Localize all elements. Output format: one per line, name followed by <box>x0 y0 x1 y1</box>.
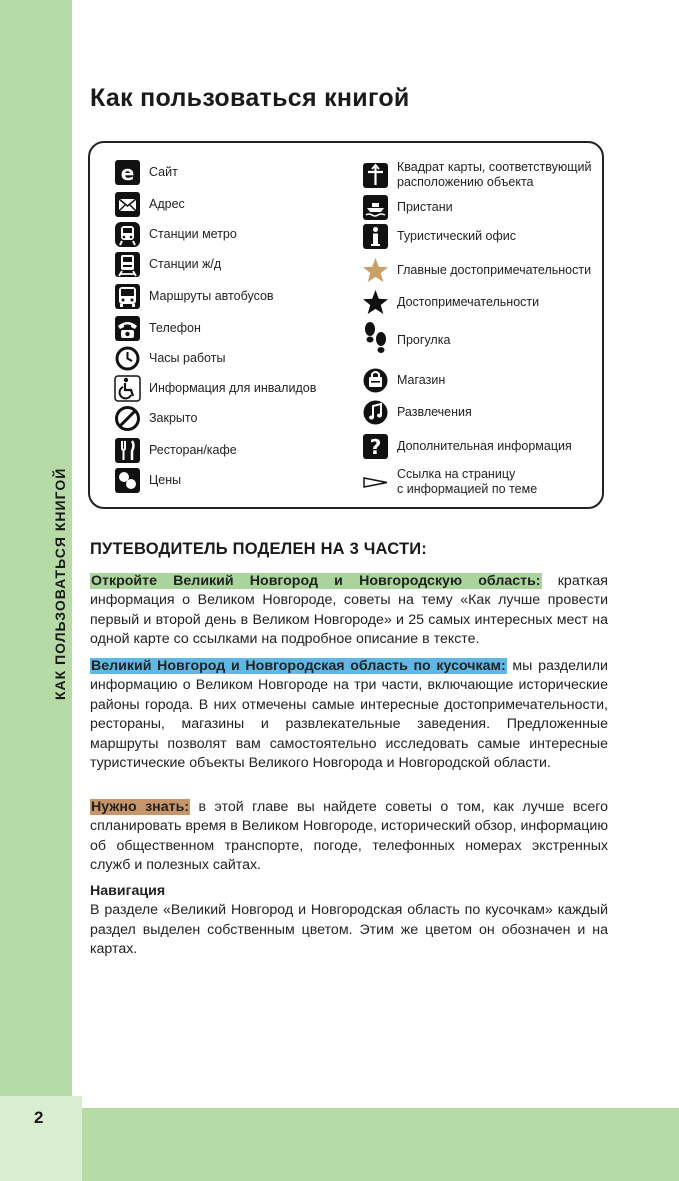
legend-item-restaurant <box>114 437 237 464</box>
legend-label: Телефон <box>149 321 201 335</box>
star-gold-icon <box>362 257 389 284</box>
legend-item-shop <box>362 367 445 394</box>
part-text-3: в этой главе вы найдете советы о том, как лучше всего спланировать время в Великом Новгороде, исторический обзор, информацию об общественном транспорте, погоде, телефонных номерах экстренных служб и полезных сайтах. <box>90 799 608 874</box>
legend-item-phone <box>114 315 201 342</box>
part-paragraph-1 <box>90 572 608 650</box>
page-number: 2 <box>34 1108 44 1127</box>
part-highlight-1: Откройте Великий Новгород и Новгородскую область: <box>91 573 541 589</box>
part-highlight-3: Нужно знать: <box>91 799 190 815</box>
navigation-title: Навигация <box>90 883 166 899</box>
legend-label-line2: с информацией по теме <box>397 482 538 496</box>
legend-label: Закрыто <box>149 411 198 425</box>
legend-item-clock <box>114 345 225 372</box>
legend-item-wheelchair <box>114 375 316 402</box>
train-icon <box>114 251 141 278</box>
legend-item-metro <box>114 221 237 248</box>
question-icon <box>362 433 389 460</box>
legend-item-main-sights <box>362 257 591 284</box>
phone-icon <box>114 315 141 342</box>
legend-label: Станции метро <box>149 227 237 241</box>
section-heading: ПУТЕВОДИТЕЛЬ ПОДЕЛЕН НА 3 ЧАСТИ: <box>90 540 427 558</box>
legend-label: Главные достопримечательности <box>397 263 592 277</box>
legend-label: Пристани <box>397 200 453 214</box>
legend-label-line2: расположению объекта <box>397 175 534 189</box>
legend-label: Достопримечательности <box>397 295 540 309</box>
legend-label: Дополнительная информация <box>397 439 572 453</box>
legend-item-closed <box>114 405 197 432</box>
closed-icon <box>114 405 141 432</box>
legend-item-entertainment <box>362 399 472 426</box>
part-text-1: краткая информация о Великом Новгороде, советы на тему «Как лучше провести первый и второй день в Великом Новгороде» и 25 самых интересных мест на одной карте со ссылками на подробное описание в тексте. <box>90 573 608 648</box>
legend-label: Цены <box>149 473 182 487</box>
legend-item-train <box>114 251 221 278</box>
map-square-icon <box>362 162 389 189</box>
address-icon <box>114 191 141 218</box>
page-title: Как пользоваться книгой <box>90 84 410 112</box>
legend-label: Маршруты автобусов <box>149 289 274 303</box>
legend-item-website <box>114 159 178 186</box>
legend-item-sights <box>362 289 539 316</box>
legend-item-pier <box>362 194 453 221</box>
legend-label: Ссылка на страницу <box>397 467 516 481</box>
legend-box <box>88 141 604 509</box>
metro-icon <box>114 221 141 248</box>
price-icon <box>114 467 141 494</box>
legend-label: Туристический офис <box>397 229 517 243</box>
legend-item-info <box>362 223 516 250</box>
legend-item-walk <box>362 321 450 359</box>
part-highlight-2: Великий Новгород и Новгородская область по кусочкам: <box>91 658 506 674</box>
legend-label: Адрес <box>149 197 185 211</box>
part-text-2: мы разделили информацию о Великом Новгороде на три части, включающие исторические районы города. В них отмечены самые интересные достопримечательности, рестораны, магазины и развлекательные заведения. Предложенные маршруты позволят вам самостоятельно исследовать самые интересные туристические объекты Великого Новгорода и Новгородской области. <box>90 658 608 772</box>
bus-icon <box>114 283 141 310</box>
footprints-icon <box>362 321 389 359</box>
restaurant-icon <box>114 437 141 464</box>
legend-label: Часы работы <box>149 351 226 365</box>
info-icon <box>362 223 389 250</box>
side-section-label: КАК ПОЛЬЗОВАТЬСЯ КНИГОЙ <box>52 467 68 700</box>
pier-icon <box>362 194 389 221</box>
bottom-band <box>82 1108 679 1181</box>
legend-label: Магазин <box>397 373 446 387</box>
legend-item-address <box>114 191 185 218</box>
part-paragraph-3 <box>90 798 608 876</box>
music-icon <box>362 399 389 426</box>
legend-item-page-link <box>362 467 537 497</box>
legend-item-map-square <box>362 160 591 190</box>
legend-label: Ресторан/кафе <box>149 443 237 457</box>
shop-icon <box>362 367 389 394</box>
legend-label: Сайт <box>149 165 178 179</box>
star-black-icon <box>362 289 389 316</box>
legend-item-extra-info <box>362 433 572 460</box>
legend-label: Квадрат карты, соответствующий <box>397 160 592 174</box>
website-icon <box>114 159 141 186</box>
wheelchair-icon <box>114 375 141 402</box>
legend-item-bus <box>114 283 274 310</box>
navigation-section <box>90 882 608 960</box>
svg-text:e: e <box>120 161 135 185</box>
legend-item-price <box>114 467 181 494</box>
navigation-text: В разделе «Великий Новгород и Новгородская область по кусочкам» каждый раздел выделен собственным цветом. Этим же цветом он обозначен и на картах. <box>90 902 608 958</box>
legend-label: Станции ж/д <box>149 257 222 271</box>
clock-icon <box>114 345 141 372</box>
svg-text:?: ? <box>369 435 382 459</box>
legend-label: Прогулка <box>397 332 451 347</box>
part-paragraph-2 <box>90 657 608 773</box>
legend-label: Развлечения <box>397 405 472 419</box>
page-link-icon <box>362 469 389 496</box>
legend-label: Информация для инвалидов <box>149 381 317 395</box>
